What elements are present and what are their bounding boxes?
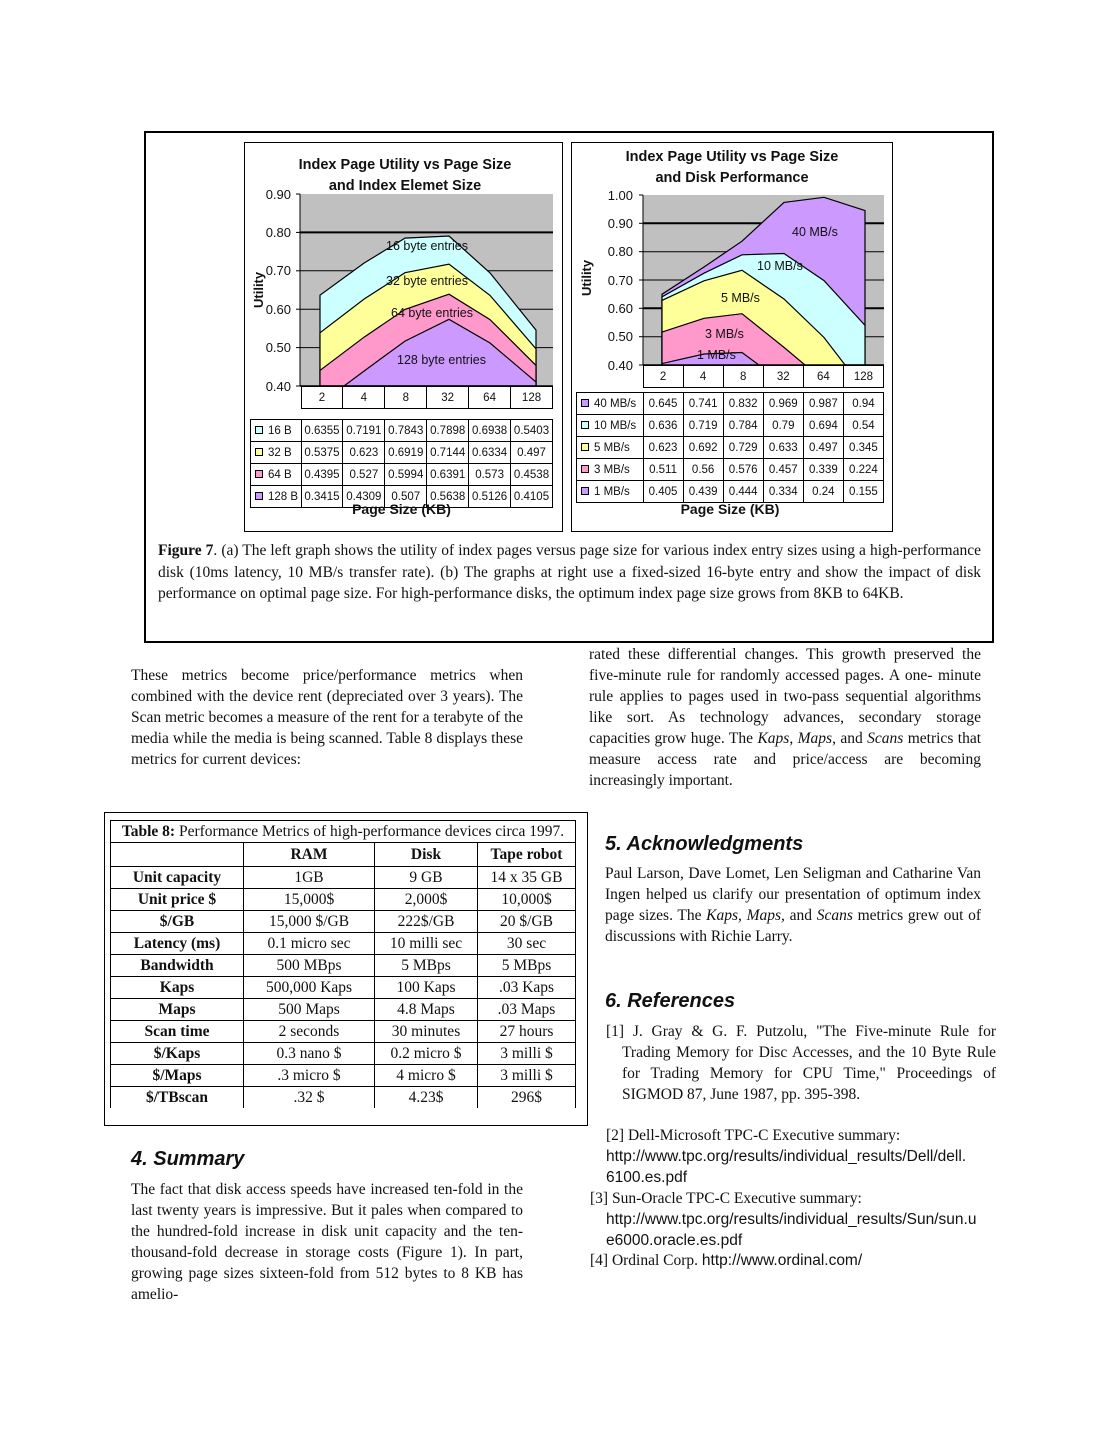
legend-swatch-purple bbox=[581, 487, 589, 495]
legend-swatch-yellow bbox=[581, 443, 589, 451]
right-ytick: 1.00 bbox=[607, 188, 633, 203]
legend-swatch-cyan bbox=[581, 421, 589, 429]
left-ytick: 0.80 bbox=[265, 225, 291, 240]
right-ytick: 0.80 bbox=[607, 244, 633, 259]
category: 2 bbox=[643, 366, 683, 388]
category: 2 bbox=[301, 387, 343, 409]
table-row: 64 B 0.4395 0.527 0.5994 0.6391 0.573 0.4538 bbox=[251, 464, 553, 486]
left-paragraph-1: These metrics become price/performance metrics when combined with the device rent (depreciated over 3 years). The Scan metric becomes a measure of the rent for a terabyte of the media while the media is being scanned. Table 8 displays these metrics for current devices: bbox=[131, 667, 523, 768]
table-row: Unit price $ 15,000$ 2,000$ 10,000$ bbox=[111, 889, 576, 911]
series-label-128b: 128 byte entries bbox=[397, 353, 486, 367]
category: 128 bbox=[511, 387, 553, 409]
table-row: Scan time 2 seconds 30 minutes 27 hours bbox=[111, 1021, 576, 1043]
table-row: Kaps 500,000 Kaps 100 Kaps .03 Kaps bbox=[111, 977, 576, 999]
right-x-axis-label: Page Size (KB) bbox=[680, 501, 780, 517]
table-row: 5 MB/s 0.623 0.692 0.729 0.633 0.497 0.345 bbox=[577, 437, 884, 459]
series-label-40mbs: 40 MB/s bbox=[792, 225, 838, 239]
table-row: 40 MB/s 0.645 0.741 0.832 0.969 0.987 0.94 bbox=[577, 393, 884, 415]
reference-2-link[interactable]: http://www.tpc.org/results/individual_results/Dell/dell.6100.es.pdf bbox=[606, 1148, 967, 1186]
legend-swatch-purple bbox=[581, 399, 589, 407]
table-row: $/TBscan .32 $ 4.23$ 296$ bbox=[111, 1087, 576, 1109]
figure-caption bbox=[158, 540, 981, 605]
left-ytick: 0.70 bbox=[265, 263, 291, 278]
left-ytick: 0.90 bbox=[265, 187, 291, 202]
category: 32 bbox=[427, 387, 469, 409]
left-ytick: 0.50 bbox=[265, 340, 291, 355]
category: 64 bbox=[469, 387, 511, 409]
right-y-axis-label: Utility bbox=[579, 259, 594, 296]
figure-caption-label: Figure 7 bbox=[158, 542, 214, 559]
series-label-64b: 64 byte entries bbox=[391, 306, 473, 320]
reference-4-link[interactable]: http://www.ordinal.com/ bbox=[701, 1252, 863, 1269]
category: 32 bbox=[763, 366, 803, 388]
right-ytick: 0.60 bbox=[607, 301, 633, 316]
table-row: $/GB 15,000 $/GB 222$/GB 20 $/GB bbox=[111, 911, 576, 933]
category: 4 bbox=[343, 387, 385, 409]
category: 8 bbox=[385, 387, 427, 409]
table-8 bbox=[110, 820, 576, 1108]
acknowledgments-paragraph: Paul Larson, Dave Lomet, Len Seligman and Catharine Van Ingen helped us clarify our presentation of optimum index page sizes. The Kaps, Maps, and Scans metrics grew out of discussions with Richie Larry. bbox=[605, 865, 981, 945]
series-label-5mbs: 5 MB/s bbox=[721, 291, 760, 305]
table-row: $/Kaps 0.3 nano $ 0.2 micro $ 3 milli $ bbox=[111, 1043, 576, 1065]
table-row: 128 B 0.3415 0.4309 0.507 0.5638 0.5126 0.4105 bbox=[251, 486, 553, 508]
table-row: Unit capacity 1GB 9 GB 14 x 35 GB bbox=[111, 867, 576, 889]
table-row: 3 MB/s 0.511 0.56 0.576 0.457 0.339 0.224 bbox=[577, 459, 884, 481]
table-row: Bandwidth 500 MBps 5 MBps 5 MBps bbox=[111, 955, 576, 977]
series-label-32b: 32 byte entries bbox=[386, 274, 468, 288]
right-paragraph-1: rated these differential changes. This growth preserved the five-minute rule for randomly accessed pages. A one- minute rule applies to pages used in two-pass sequential algorithms like sort. As technology advances, secondary storage capacities grow huge. The Kaps, Maps, and Scans metrics that measure access rate and price/access are becoming increasingly important. bbox=[589, 646, 981, 789]
right-chart-title: Index Page Utility vs Page Size and Disk Performance bbox=[625, 149, 839, 186]
right-ytick: 0.90 bbox=[607, 216, 633, 231]
table-header-row: RAM Disk Tape robot bbox=[111, 843, 576, 867]
left-ytick: 0.60 bbox=[265, 302, 291, 317]
table-row: 32 B 0.5375 0.623 0.6919 0.7144 0.6334 0.497 bbox=[251, 442, 553, 464]
table-row: 16 B 0.6355 0.7191 0.7843 0.7898 0.6938 0.5403 bbox=[251, 420, 553, 442]
legend-swatch-pink bbox=[581, 465, 589, 473]
series-label-1mbs: 1 MB/s bbox=[697, 348, 736, 362]
table-row: $/Maps .3 micro $ 4 micro $ 3 milli $ bbox=[111, 1065, 576, 1087]
category: 64 bbox=[803, 366, 843, 388]
series-label-16b: 16 byte entries bbox=[386, 239, 468, 253]
left-chart-title: Index Page Utility vs Page Size and Index Elemet Size bbox=[298, 157, 512, 194]
summary-paragraph: The fact that disk access speeds have increased ten-fold in the last twenty years is impressive. But it pales when compared to the hundred-fold increase in disk unit capacity and the ten-thousand-fold decrease in storage costs (Figure 1). In part, growing page sizes sixteen-fold from 512 bytes to 8 KB has amelio- bbox=[131, 1181, 523, 1303]
series-label-3mbs: 3 MB/s bbox=[705, 327, 744, 341]
left-y-axis-label: Utility bbox=[251, 271, 266, 308]
right-ytick: 0.70 bbox=[607, 273, 633, 288]
left-ytick: 0.40 bbox=[265, 379, 291, 394]
category: 128 bbox=[843, 366, 883, 388]
table-row: Maps 500 Maps 4.8 Maps .03 Maps bbox=[111, 999, 576, 1021]
table-row: Latency (ms) 0.1 micro sec 10 milli sec 30 sec bbox=[111, 933, 576, 955]
reference-3-link[interactable]: http://www.tpc.org/results/individual_results/Sun/sun.ue6000.oracle.es.pdf bbox=[606, 1211, 977, 1249]
figure-caption-text: . (a) The left graph shows the utility of index pages versus page size for various index entry sizes using a high-performance disk (10ms latency, 10 MB/s transfer rate). (b) The graphs at right use a fixed-sized 16-byte entry and show the impact of disk performance on optimal page size. For high-performance disks, the optimum index page size grows from 8KB to 64KB. bbox=[158, 542, 982, 602]
left-x-axis-label: Page Size (KB) bbox=[352, 501, 451, 517]
series-label-10mbs: 10 MB/s bbox=[757, 259, 803, 273]
acknowledgments-heading: 5. Acknowledgments bbox=[605, 833, 804, 855]
right-ytick: 0.40 bbox=[607, 358, 633, 373]
table-row: 10 MB/s 0.636 0.719 0.784 0.79 0.694 0.54 bbox=[577, 415, 884, 437]
right-chart-data-table bbox=[576, 365, 884, 503]
summary-heading: 4. Summary bbox=[131, 1148, 245, 1170]
table-8-caption: Table 8: Performance Metrics of high-performance devices circa 1997. bbox=[111, 821, 576, 843]
category: 4 bbox=[683, 366, 723, 388]
reference-2: [2] Dell-Microsoft TPC-C Executive summary: http://www.tpc.org/results/individual_results/Dell/dell.6100.es.pdf bbox=[606, 1125, 982, 1188]
right-ytick: 0.50 bbox=[607, 329, 633, 344]
reference-1: [1] J. Gray & G. F. Putzolu, "The Five-minute Rule for Trading Memory for Disc Accesses, and the 10 Byte Rule for Trading Memory for CPU Time," Proceedings of SIGMOD 87, June 1987, pp. 395-398. bbox=[606, 1023, 996, 1103]
reference-4: [4] Ordinal Corp. http://www.ordinal.com/ bbox=[590, 1252, 863, 1269]
references-heading: 6. References bbox=[605, 990, 736, 1012]
category: 8 bbox=[723, 366, 763, 388]
table-row: 1 MB/s 0.405 0.439 0.444 0.334 0.24 0.155 bbox=[577, 481, 884, 503]
reference-3: [3] Sun-Oracle TPC-C Executive summary: http://www.tpc.org/results/individual_results/Sun/sun.ue6000.oracle.es.pdf bbox=[590, 1188, 982, 1251]
